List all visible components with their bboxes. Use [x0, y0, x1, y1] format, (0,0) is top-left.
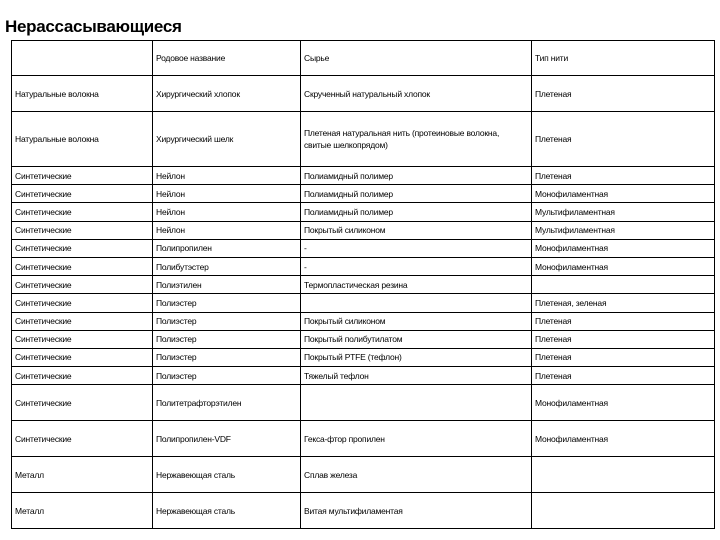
cell-material: Покрытый PTFE (тефлон)	[301, 348, 532, 366]
cell-thread-type: Плетеная, зеленая	[532, 294, 715, 312]
cell-thread-type: Плетеная	[532, 167, 715, 185]
cell-thread-type: Монофиламентная	[532, 257, 715, 275]
header-cell-generic-name: Родовое название	[153, 41, 301, 76]
cell-category: Натуральные волокна	[12, 112, 153, 167]
table-row	[12, 276, 715, 294]
table-row	[12, 457, 715, 493]
cell-material: Покрытый силиконом	[301, 221, 532, 239]
cell-generic-name: Полипропилен-VDF	[153, 421, 301, 457]
sutures-table	[11, 40, 715, 529]
cell-category: Синтетические	[12, 239, 153, 257]
cell-material: Покрытый полибутилатом	[301, 330, 532, 348]
table-row	[12, 112, 715, 167]
cell-thread-type: Плетеная	[532, 330, 715, 348]
cell-category: Синтетические	[12, 385, 153, 421]
cell-generic-name: Полипропилен	[153, 239, 301, 257]
cell-material: Покрытый силиконом	[301, 312, 532, 330]
cell-category: Синтетические	[12, 257, 153, 275]
cell-generic-name: Нержавеющая сталь	[153, 457, 301, 493]
cell-thread-type: Монофиламентная	[532, 239, 715, 257]
cell-category: Синтетические	[12, 367, 153, 385]
cell-generic-name: Политетрафторэтилен	[153, 385, 301, 421]
table-row	[12, 348, 715, 366]
table-row	[12, 203, 715, 221]
table-row	[12, 167, 715, 185]
cell-thread-type: Плетеная	[532, 312, 715, 330]
cell-generic-name: Нейлон	[153, 221, 301, 239]
cell-thread-type: Мультифиламентная	[532, 221, 715, 239]
cell-material: Витая мультифиламентая	[301, 493, 532, 529]
cell-category: Синтетические	[12, 167, 153, 185]
cell-generic-name: Нейлон	[153, 203, 301, 221]
table-row	[12, 221, 715, 239]
cell-category: Синтетические	[12, 348, 153, 366]
cell-generic-name: Хирургический хлопок	[153, 76, 301, 112]
cell-generic-name: Нейлон	[153, 167, 301, 185]
cell-generic-name: Хирургический шелк	[153, 112, 301, 167]
table-row	[12, 294, 715, 312]
cell-generic-name: Полиэстер	[153, 294, 301, 312]
table-header-row	[12, 41, 715, 76]
cell-material: Термопластическая резина	[301, 276, 532, 294]
cell-category: Синтетические	[12, 221, 153, 239]
cell-material: Полиамидный полимер	[301, 167, 532, 185]
cell-generic-name: Полиэтилен	[153, 276, 301, 294]
cell-thread-type: Монофиламентная	[532, 421, 715, 457]
cell-generic-name: Нержавеющая сталь	[153, 493, 301, 529]
cell-material: Сплав железа	[301, 457, 532, 493]
cell-category: Синтетические	[12, 185, 153, 203]
cell-thread-type: Монофиламентная	[532, 185, 715, 203]
cell-thread-type: Монофиламентная	[532, 385, 715, 421]
table-row	[12, 330, 715, 348]
cell-material: -	[301, 239, 532, 257]
table-row	[12, 421, 715, 457]
cell-generic-name: Полиэстер	[153, 367, 301, 385]
cell-thread-type: Плетеная	[532, 348, 715, 366]
cell-category: Синтетические	[12, 276, 153, 294]
cell-material: -	[301, 257, 532, 275]
page-title: Нерассасывающиеся	[5, 17, 182, 36]
cell-thread-type	[532, 276, 715, 294]
header-cell-thread-type: Тип нити	[532, 41, 715, 76]
cell-category: Синтетические	[12, 312, 153, 330]
cell-thread-type: Мультифиламентная	[532, 203, 715, 221]
cell-thread-type: Плетеная	[532, 76, 715, 112]
cell-category: Синтетические	[12, 294, 153, 312]
table-row	[12, 385, 715, 421]
cell-category: Синтетические	[12, 330, 153, 348]
table-row	[12, 76, 715, 112]
cell-thread-type	[532, 457, 715, 493]
table-row	[12, 185, 715, 203]
cell-category: Металл	[12, 493, 153, 529]
table-row	[12, 312, 715, 330]
cell-category: Синтетические	[12, 421, 153, 457]
table-row	[12, 239, 715, 257]
cell-material: Скрученный натуральный хлопок	[301, 76, 532, 112]
cell-material	[301, 294, 532, 312]
cell-material: Гекса-фтор пропилен	[301, 421, 532, 457]
header-cell-category	[12, 41, 153, 76]
cell-thread-type: Плетеная	[532, 367, 715, 385]
cell-material: Тяжелый тефлон	[301, 367, 532, 385]
table-row	[12, 367, 715, 385]
cell-thread-type	[532, 493, 715, 529]
cell-category: Синтетические	[12, 203, 153, 221]
cell-material: Полиамидный полимер	[301, 203, 532, 221]
cell-thread-type: Плетеная	[532, 112, 715, 167]
cell-generic-name: Нейлон	[153, 185, 301, 203]
table-row	[12, 493, 715, 529]
table-row	[12, 257, 715, 275]
cell-generic-name: Полиэстер	[153, 312, 301, 330]
cell-category: Натуральные волокна	[12, 76, 153, 112]
cell-category: Металл	[12, 457, 153, 493]
cell-material: Плетеная натуральная нить (протеиновые волокна, свитые шелкопрядом)	[301, 112, 532, 167]
cell-generic-name: Полиэстер	[153, 330, 301, 348]
cell-material	[301, 385, 532, 421]
header-cell-material: Сырье	[301, 41, 532, 76]
cell-material: Полиамидный полимер	[301, 185, 532, 203]
cell-generic-name: Полиэстер	[153, 348, 301, 366]
cell-generic-name: Полибутэстер	[153, 257, 301, 275]
